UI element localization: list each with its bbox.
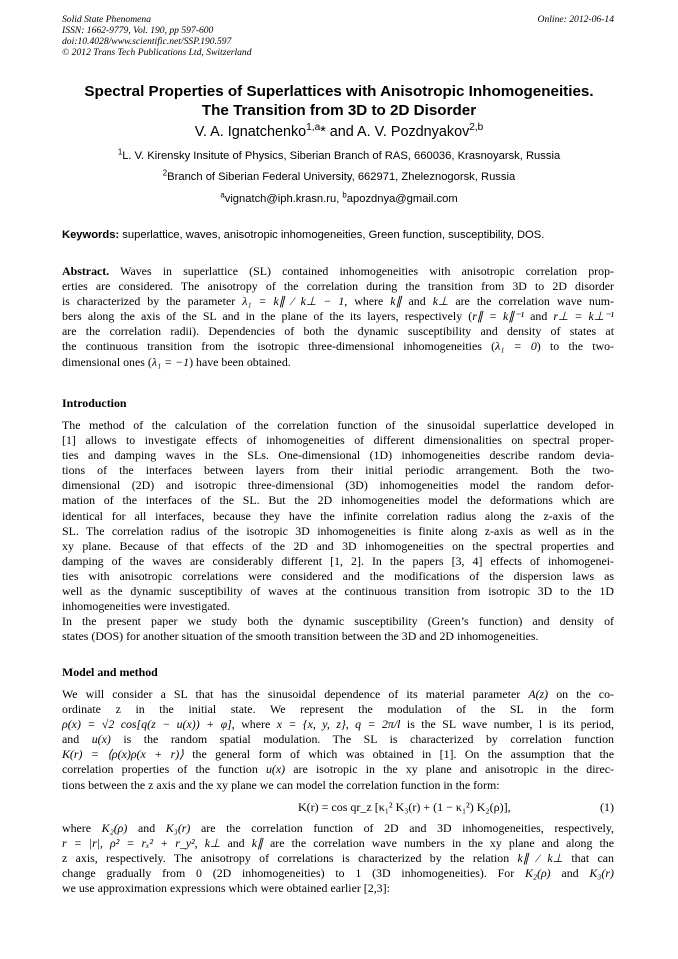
model-text: and	[62, 732, 92, 747]
abstract-text: and	[524, 309, 554, 324]
intro-line: dimensional (2D) and isotropic three-dimensional (3D) inhomogeneities model the random defor-	[62, 478, 614, 493]
abstract-text: , where	[344, 294, 391, 309]
intro-line: identical for all interfaces, because they have the infinite correlation radius along the z-axis of the	[62, 508, 614, 523]
model-text: ,	[194, 836, 205, 851]
abstract-text: dimensional ones (	[62, 354, 152, 369]
model-line: ordinate z in the initial state. We represent the modulation of the SL in the form	[62, 702, 614, 717]
abstract-text: is characterized by the parameter	[62, 294, 243, 309]
section-heading-introduction: Introduction	[62, 396, 127, 410]
abstract-text: ) have been obtained.	[189, 354, 291, 369]
model-line	[62, 732, 614, 747]
keywords-text: superlattice, waves, anisotropic inhomogeneities, Green function, susceptibility, DOS.	[119, 229, 545, 241]
model-text: are the correlation wave numbers in the xy plane and along the	[262, 836, 614, 851]
affiliation-1-text: L. V. Kirensky Insitute of Physics, Siberian Branch of RAS, 660036, Krasnoyarsk, Russia	[122, 150, 561, 162]
model-text: where	[62, 821, 102, 835]
model-text: ,	[345, 717, 356, 732]
formula: k⊥	[204, 836, 221, 851]
model-text: is the SL wave number, l is its period,	[400, 717, 614, 732]
model-body-top	[62, 687, 614, 793]
author-1-name: V. A. Ignatchenko	[194, 124, 307, 140]
model-text: correlation properties of the function	[62, 762, 266, 777]
model-line	[62, 866, 614, 881]
formula: A(z)	[528, 687, 549, 701]
model-line	[62, 851, 614, 866]
title-line-1: Spectral Properties of Superlattices with Anisotropic Inhomogeneities.	[84, 83, 594, 100]
formula: K₂(ρ)	[101, 821, 128, 835]
title-line-2: The Transition from 3D to 2D Disorder	[201, 102, 477, 119]
formula: k∥ ⁄ k⊥	[517, 851, 564, 866]
formula: k⊥	[432, 294, 449, 309]
abstract-line	[62, 355, 614, 370]
model-text: change gradually from 0 (2D inhomogeneities) to 1 (3D inhomogeneities). For	[62, 866, 525, 881]
model-body-bottom	[62, 821, 614, 896]
model-line	[62, 821, 614, 836]
abstract-line	[62, 309, 614, 324]
intro-line: [1] allows to investigate effects of inhomogeneities of different dimensionalities on spectral proper-	[62, 433, 614, 448]
equation-1-number: (1)	[600, 800, 614, 814]
model-text: We will consider a SL that has the sinusoidal dependence of its material parameter	[62, 687, 529, 701]
abstract-line	[62, 294, 614, 309]
formula: K₂(ρ)	[524, 866, 551, 881]
email-a-sup: a	[220, 190, 225, 200]
journal-copyright: © 2012 Trans Tech Publications Ltd, Switzerland	[62, 47, 252, 58]
abstract-text: and	[401, 294, 433, 309]
model-line: tions between the z axis and the xy plane we can model the correlation function in the form:	[62, 777, 500, 792]
author-1-mark: *	[320, 124, 326, 140]
author-1-sup: 1,a	[306, 122, 321, 134]
intro-line: damping of the waves are considerably different [1, 2]. In the papers [3, 4] effects of inhomogenei-	[62, 553, 614, 568]
model-text: and	[550, 866, 590, 881]
email-a[interactable]: vignatch@iph.krasn.ru,	[224, 193, 343, 205]
intro-line: The method of the calculation of the correlation function of the sinusoidal superlattice developed in	[62, 418, 614, 432]
affiliation-1-sup: 1	[117, 147, 123, 157]
journal-name: Solid State Phenomena	[62, 14, 151, 25]
intro-line: ties with anisotropic correlations were considered and the modifications of the dispersion laws as	[62, 568, 614, 583]
intro-line: tions of the interfaces between layers from their initial periodic arrangement. Both the two-	[62, 463, 614, 478]
affiliation-1	[40, 149, 638, 163]
introduction-body	[62, 418, 614, 644]
model-text: is the random spatial modulation. The SL is characterized by correlation function	[110, 732, 614, 747]
formula: r⊥ = k⊥⁻¹	[553, 309, 614, 324]
intro-line: well as the dynamic susceptibility of waves at the continuous transition from isotropic 3D to the 1D	[62, 584, 614, 599]
intro-line: mation of the interfaces of the SL. But the 2D inhomogeneities model the deformations which are	[62, 493, 614, 508]
online-date: Online: 2012-06-14	[537, 14, 614, 25]
journal-header	[62, 14, 422, 58]
email-b[interactable]: apozdnya@gmail.com	[346, 193, 458, 205]
intro-line: xy plane. Because of that effects of the 2D and 3D inhomogeneities on the spectral properties and	[62, 538, 614, 553]
formula: u(x)	[91, 732, 111, 747]
author-and: and	[325, 124, 358, 140]
abstract-line	[62, 264, 614, 279]
formula: k∥	[390, 294, 402, 309]
formula: λ₁ = −1	[151, 354, 190, 369]
formula: λ₁ = 0	[495, 339, 537, 354]
model-line	[62, 747, 614, 762]
abstract-text: the continuous transition from the isotropic three-dimensional inhomogeneities (	[62, 339, 496, 354]
formula: ρ² = rₓ² + r_y²	[110, 836, 195, 851]
formula: u(x)	[265, 762, 286, 777]
model-line	[62, 687, 614, 702]
abstract-line: are the correlation radii). Dependencies of both the dynamic susceptibility and density of states at	[62, 324, 614, 339]
intro-line: SL. The correlation radius of the isotropic 3D inhomogeneities is finite along z-axis as well as in the	[62, 523, 614, 538]
formula: K₃(r)	[165, 821, 191, 835]
equation-1-formula: K(r) = cos qr_z [κ₁² K₃(r) + (1 − κ₁²) K₂(ρ)],	[298, 800, 511, 814]
formula: r = |r|	[62, 836, 100, 851]
model-line: we use approximation expressions which were obtained earlier [2,3]:	[62, 881, 390, 896]
model-text: the general form of which was obtained in [1]. On the assumption that the	[183, 747, 614, 762]
journal-doi: doi:10.4028/www.scientific.net/SSP.190.597	[62, 36, 232, 47]
keywords-label: Keywords:	[62, 229, 120, 241]
abstract-text: Waves in superlattice (SL) contained inhomogeneities with anisotropic correlation prop-	[109, 264, 614, 278]
abstract-label: Abstract.	[62, 264, 110, 278]
formula: x = {x, y, z}	[276, 717, 346, 732]
affiliation-2-text: Branch of Siberian Federal University, 662971, Zheleznogorsk, Russia	[167, 171, 516, 183]
formula: q = 2π/l	[355, 717, 401, 732]
abstract-text: ) to the two-	[536, 339, 615, 354]
intro-line: states (DOS) for another situation of the smooth transition between the 3D and 2D inhomogeneities.	[62, 629, 539, 644]
model-text: are the correlation function of 2D and 3D inhomogeneities, respectively,	[190, 821, 614, 835]
formula: K(r) = ⟨ρ(x)ρ(x + r)⟩	[62, 747, 184, 762]
affiliation-2-sup: 2	[162, 168, 168, 178]
abstract	[62, 264, 614, 370]
model-text: are isotropic in the xy plane and anisotropic in the direc-	[285, 762, 615, 777]
model-line	[62, 836, 614, 851]
model-text: and	[127, 821, 166, 835]
email-line	[40, 192, 638, 206]
author-2-name: A. V. Pozdnyakov	[357, 124, 470, 140]
keywords	[62, 228, 622, 242]
model-text: , where	[231, 717, 277, 732]
model-text: on the co-	[548, 687, 614, 701]
author-list	[40, 123, 638, 141]
author-2-sup: 2,b	[469, 122, 484, 134]
section-heading-model: Model and method	[62, 665, 158, 679]
formula: r∥ = k∥⁻¹	[472, 309, 525, 324]
abstract-line	[62, 339, 614, 354]
intro-line: inhomogeneities were investigated.	[62, 599, 231, 614]
email-b-sup: b	[342, 190, 347, 200]
formula: k∥	[251, 836, 263, 851]
model-line	[62, 762, 614, 777]
formula: ρ(x) = √2 cos[q(z − u(x)) + φ]	[62, 717, 232, 732]
affiliation-2	[40, 170, 638, 184]
model-text: z axis, respectively. The anisotropy of correlations is characterized by the relation	[62, 851, 518, 866]
intro-line: ties and damping waves in the SLs. One-dimensional (1D) inhomogeneities describe random devia-	[62, 448, 614, 463]
abstract-line: erties are considered. The anisotropy of the correlation during the transition from 3D to 2D disorder	[62, 279, 614, 294]
model-text: ,	[99, 836, 111, 851]
formula: λ₁ = k∥ ⁄ k⊥ − 1	[242, 294, 345, 309]
abstract-text: bers along the axis of the SL and in the plane of the its layers, respectively (	[62, 309, 473, 324]
formula: K₃(r)	[589, 866, 614, 881]
paper-title	[40, 82, 638, 120]
intro-line: In the present paper we study both the dynamic susceptibility (Green’s function) and density of	[62, 614, 614, 629]
abstract-text: are the correlation wave num-	[448, 294, 615, 309]
model-line	[62, 717, 614, 732]
model-text: and	[220, 836, 252, 851]
journal-issn: ISSN: 1662-9779, Vol. 190, pp 597-600	[62, 25, 214, 36]
model-text: that can	[563, 851, 615, 866]
